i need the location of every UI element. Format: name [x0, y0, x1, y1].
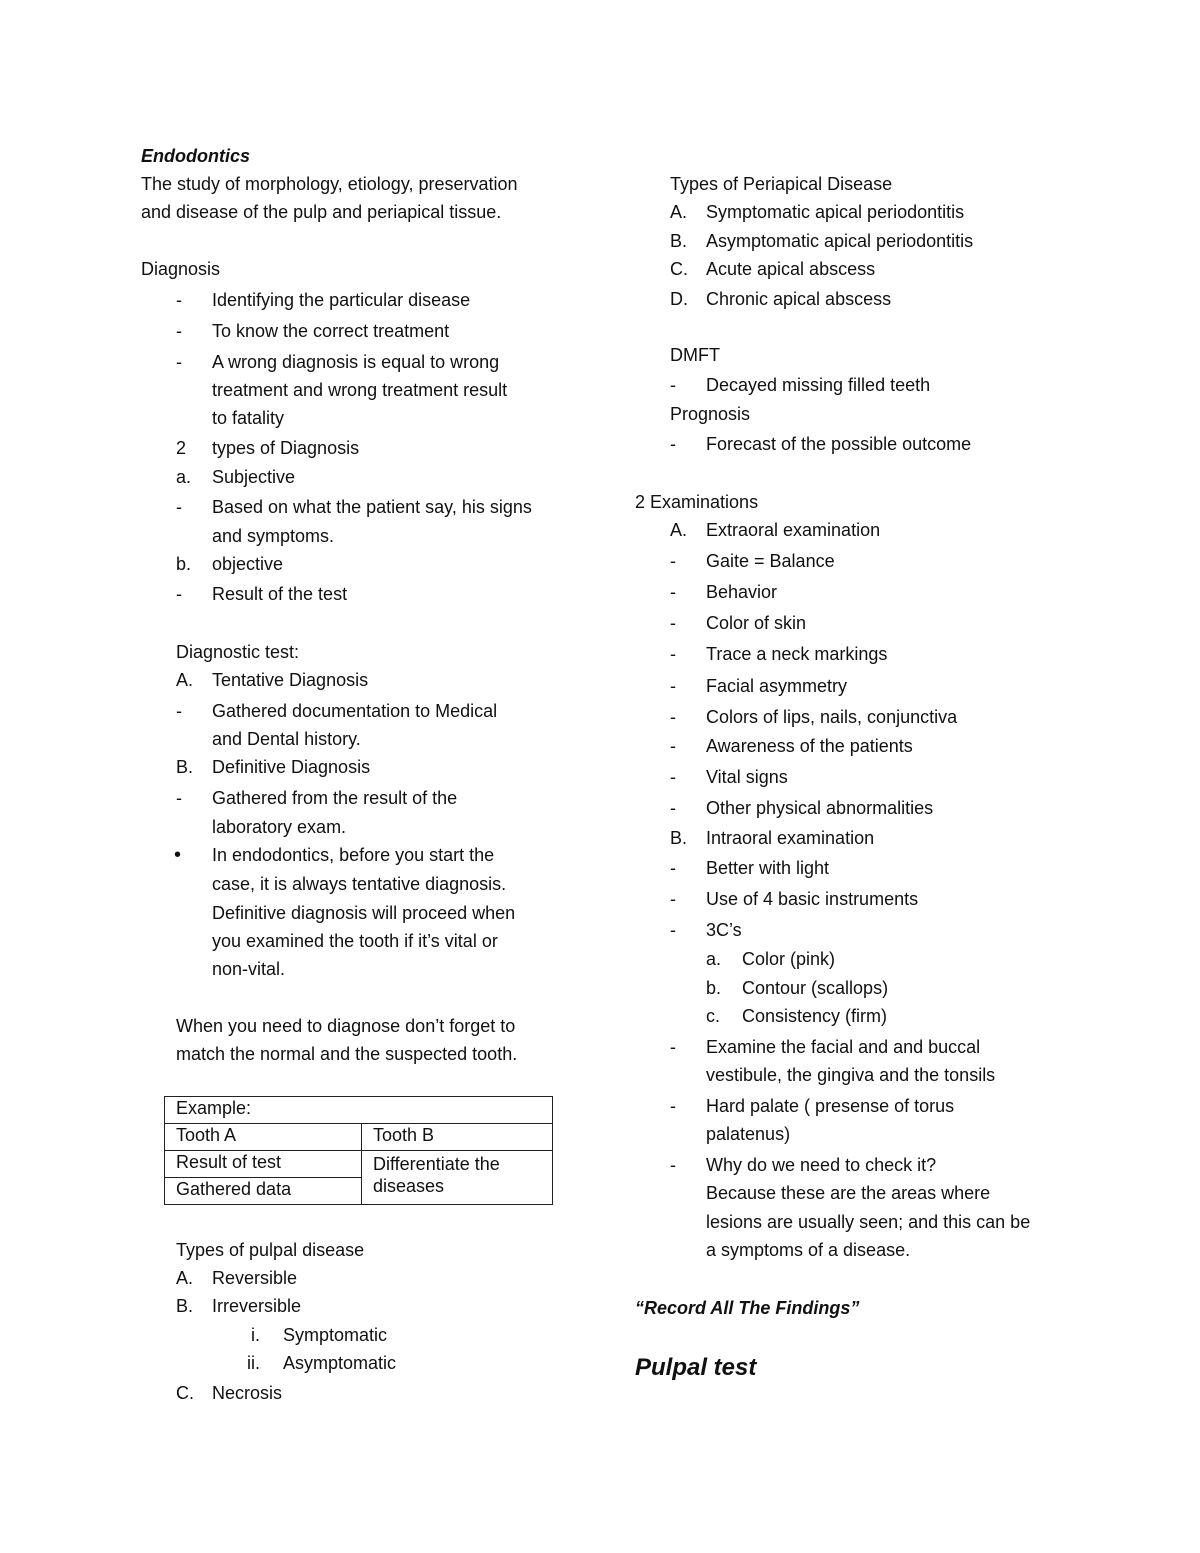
bullet-marker: -	[670, 644, 676, 664]
bullet-marker: -	[670, 551, 676, 571]
list-letter: c.	[706, 1006, 721, 1026]
bullet-marker: -	[176, 701, 182, 721]
list-item-continuation: vestibule, the gingiva and the tonsils	[706, 1065, 996, 1085]
bullet-marker: -	[670, 736, 676, 756]
list-item: Asymptomatic apical periodontitis	[706, 231, 974, 251]
diagnosis-heading: Diagnosis	[141, 259, 221, 279]
list-item: Gaite = Balance	[706, 551, 835, 571]
list-item: Consistency (firm)	[742, 1006, 888, 1026]
list-letter: B.	[670, 828, 688, 848]
list-item: Better with light	[706, 858, 830, 878]
document-title: Endodontics	[141, 146, 250, 166]
list-item-continuation: treatment and wrong treatment result	[212, 380, 508, 400]
findings-quote: “Record All The Findings”	[635, 1298, 860, 1318]
bullet-marker: -	[670, 858, 676, 878]
list-item: Based on what the patient say, his signs	[212, 497, 532, 517]
list-item: In endodontics, before you start the	[212, 845, 495, 865]
list-item: Reversible	[212, 1268, 298, 1288]
list-item: A wrong diagnosis is equal to wrong	[212, 352, 500, 372]
list-item: Awareness of the patients	[706, 736, 913, 756]
reminder-line: When you need to diagnose don’t forget to	[176, 1016, 516, 1036]
list-item-continuation: and Dental history.	[212, 729, 361, 749]
list-item: Color of skin	[706, 613, 807, 633]
list-item-continuation: case, it is always tentative diagnosis.	[212, 874, 507, 894]
bullet-marker: -	[670, 767, 676, 787]
list-item: Asymptomatic	[283, 1353, 397, 1373]
list-item: Chronic apical abscess	[706, 289, 892, 309]
list-item-continuation: and symptoms.	[212, 526, 335, 546]
list-letter: A.	[176, 670, 194, 690]
list-item: Tentative Diagnosis	[212, 670, 369, 690]
table-cell: Tooth A	[165, 1124, 362, 1151]
list-item: To know the correct treatment	[212, 321, 450, 341]
list-item: Color (pink)	[742, 949, 836, 969]
list-item: Trace a neck markings	[706, 644, 888, 664]
bullet-marker: -	[176, 321, 182, 341]
list-item: Definitive Diagnosis	[212, 757, 371, 777]
list-item-continuation: you examined the tooth if it’s vital or	[212, 931, 498, 951]
list-item: Contour (scallops)	[742, 978, 889, 998]
list-item: Colors of lips, nails, conjunctiva	[706, 707, 958, 727]
bullet-marker: -	[176, 497, 182, 517]
bullet-marker: -	[670, 375, 676, 395]
list-item-continuation: lesions are usually seen; and this can be	[706, 1212, 1031, 1232]
list-item: Examine the facial and and buccal	[706, 1037, 981, 1057]
bullet-marker: -	[670, 613, 676, 633]
bullet-marker: -	[670, 920, 676, 940]
list-item: Gathered documentation to Medical	[212, 701, 498, 721]
list-item: Intraoral examination	[706, 828, 875, 848]
bullet-marker: -	[176, 352, 182, 372]
list-item: Why do we need to check it?	[706, 1155, 937, 1175]
list-roman: ii.	[247, 1353, 260, 1373]
list-item: Other physical abnormalities	[706, 798, 934, 818]
dmft-heading: DMFT	[670, 345, 720, 365]
list-item: Use of 4 basic instruments	[706, 889, 919, 909]
diagnostic-test-heading: Diagnostic test:	[176, 642, 300, 662]
list-item-continuation: palatenus)	[706, 1124, 791, 1144]
list-letter: a.	[706, 949, 722, 969]
bullet-marker: -	[670, 1096, 676, 1116]
bullet-marker: -	[670, 1037, 676, 1057]
list-letter: D.	[670, 289, 688, 309]
list-item: Acute apical abscess	[706, 259, 876, 279]
list-item: Gathered from the result of the	[212, 788, 458, 808]
list-letter: a.	[176, 467, 192, 487]
list-letter: B.	[176, 1296, 194, 1316]
list-item: Irreversible	[212, 1296, 302, 1316]
example-table	[164, 1096, 553, 1205]
prognosis-heading: Prognosis	[670, 404, 751, 424]
pulpal-test-heading: Pulpal test	[635, 1354, 757, 1381]
list-item: Behavior	[706, 582, 778, 602]
list-item: Vital signs	[706, 767, 788, 787]
list-item: Extraoral examination	[706, 520, 881, 540]
bullet-marker: -	[176, 584, 182, 604]
list-item: Symptomatic apical periodontitis	[706, 202, 965, 222]
definition-line: and disease of the pulp and periapical tissue.	[141, 202, 502, 222]
list-letter: B.	[176, 757, 194, 777]
reminder-line: match the normal and the suspected tooth.	[176, 1044, 518, 1064]
bullet-marker: -	[670, 582, 676, 602]
pulpal-heading: Types of pulpal disease	[176, 1240, 365, 1260]
list-item-continuation: laboratory exam.	[212, 817, 347, 837]
bullet-marker: -	[670, 798, 676, 818]
list-item-continuation: Because these are the areas where	[706, 1183, 991, 1203]
list-letter: b.	[176, 554, 192, 574]
list-item: Forecast of the possible outcome	[706, 434, 972, 454]
bullet-marker: -	[670, 707, 676, 727]
table-cell: Gathered data	[165, 1178, 362, 1205]
bullet-marker: -	[670, 1155, 676, 1175]
list-letter: A.	[670, 202, 688, 222]
table-cell: Result of test	[165, 1151, 362, 1178]
list-item: Decayed missing filled teeth	[706, 375, 931, 395]
bullet-marker: -	[176, 290, 182, 310]
bullet-marker: -	[670, 676, 676, 696]
list-item: Hard palate ( presense of torus	[706, 1096, 955, 1116]
table-header-cell: Example:	[165, 1097, 553, 1124]
bullet-marker: -	[176, 788, 182, 808]
list-item: objective	[212, 554, 284, 574]
list-item: types of Diagnosis	[212, 438, 360, 458]
list-roman: i.	[251, 1325, 260, 1345]
list-item-continuation: a symptoms of a disease.	[706, 1240, 911, 1260]
definition-line: The study of morphology, etiology, preservation	[141, 174, 518, 194]
list-item: Result of the test	[212, 584, 348, 604]
list-item-continuation: non-vital.	[212, 959, 286, 979]
bullet-marker: -	[670, 434, 676, 454]
list-item: Symptomatic	[283, 1325, 388, 1345]
list-letter: C.	[176, 1383, 194, 1403]
list-letter: A.	[670, 520, 688, 540]
list-item: Facial asymmetry	[706, 676, 848, 696]
list-item: Identifying the particular disease	[212, 290, 471, 310]
examinations-heading: 2 Examinations	[635, 492, 759, 512]
list-letter: A.	[176, 1268, 194, 1288]
list-item: Necrosis	[212, 1383, 283, 1403]
list-letter: C.	[670, 259, 688, 279]
bullet-dot: •	[174, 844, 182, 866]
list-item: Subjective	[212, 467, 296, 487]
table-cell: Tooth B	[362, 1124, 553, 1151]
table-cell: Differentiate the diseases	[362, 1151, 553, 1205]
list-item-continuation: to fatality	[212, 408, 285, 428]
bullet-marker: -	[670, 889, 676, 909]
list-item-continuation: Definitive diagnosis will proceed when	[212, 903, 516, 923]
list-letter: b.	[706, 978, 722, 998]
periapical-heading: Types of Periapical Disease	[670, 174, 893, 194]
list-item: 3C’s	[706, 920, 742, 940]
list-letter: B.	[670, 231, 688, 251]
list-number: 2	[176, 438, 187, 458]
